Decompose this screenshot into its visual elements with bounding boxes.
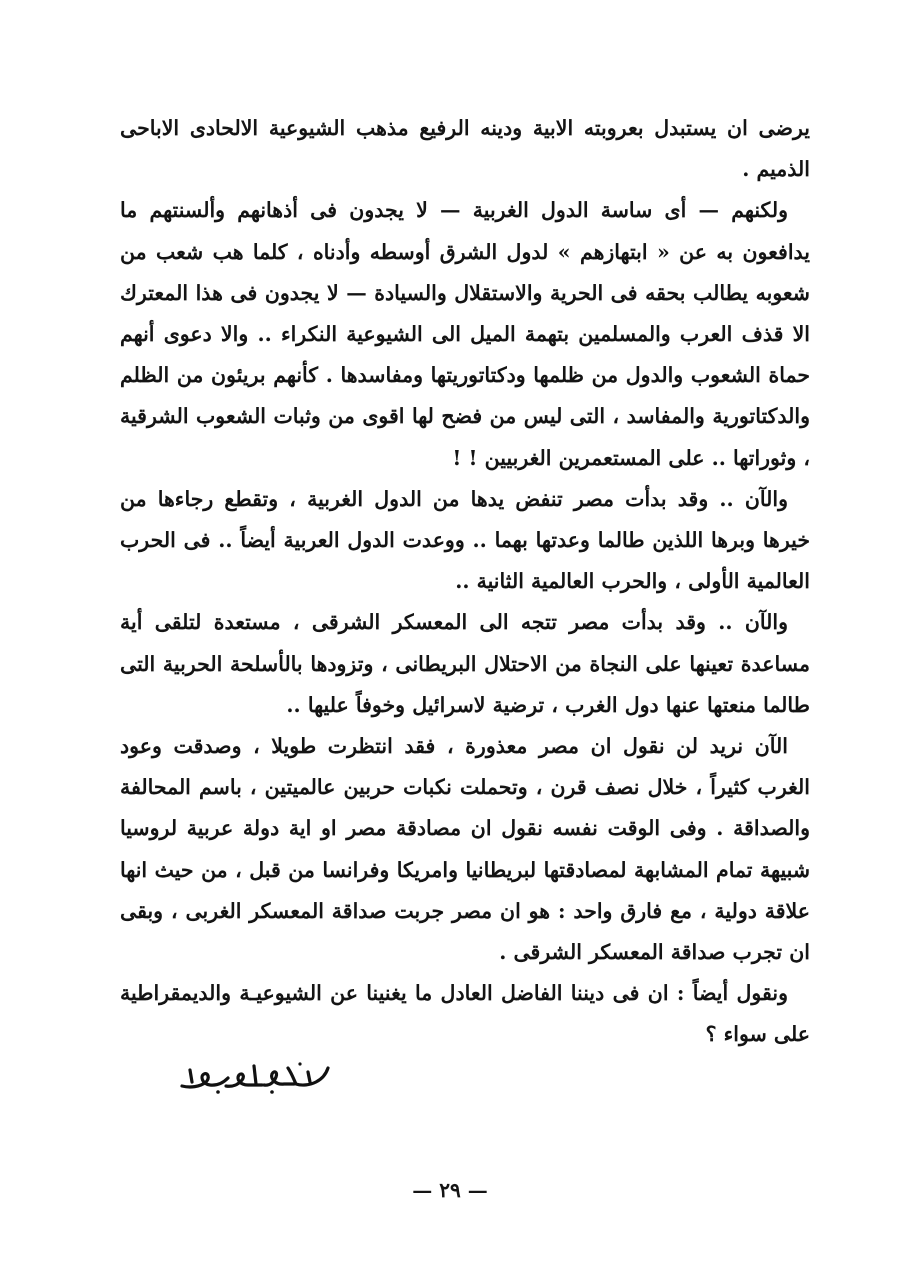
body-text <box>120 108 810 1056</box>
paragraph: ولكنهم — أى ساسة الدول الغربية — لا يجدون فى أذهانهم وألسنتهم ما يدافعون به عن « ابتهازهم » لدول الشرق أوسطه وأدناه ، كلما هب شعب من شعوبه يطالب بحقه فى الحرية والاستقلال والسيادة — لا يجدون فى هذا المعترك الا قذف العرب والمسلمين بتهمة الميل الى الشيوعية النكراء .. والا دعوى أنهم حماة الشعوب والدول من ظلمها ودكتاتوريتها ومفاسدها . كأنهم بريئون من الظلم والدكتاتورية والمفاسد ، التى ليس من فضح لها اقوى من وثبات الشعوب الشرقية ، وثوراتها .. على المستعمرين الغربيين ! ! <box>120 198 810 470</box>
signature-image <box>176 1052 336 1098</box>
paragraph: والآن .. وقد بدأت مصر تتجه الى المعسكر الشرقى ، مستعدة لتلقى أية مساعدة تعينها على النجاة من الاحتلال البريطانى ، وتزودها بالأسلحة الحربية التى طالما منعتها عنها دول الغرب ، ترضية لاسرائيل وخوفاً عليها .. <box>120 610 810 717</box>
paragraph: يرضى ان يستبدل بعروبته الابية ودينه الرفيع مذهب الشيوعية الالحادى الاباحى الذميم . <box>120 116 810 182</box>
paragraph: ونقول أيضاً : ان فى ديننا الفاضل العادل ما يغنينا عن الشيوعيـة والديمقراطية على سواء ؟ <box>120 981 810 1047</box>
page-number: — ٢٩ — <box>412 1178 488 1202</box>
author-signature <box>176 1052 336 1098</box>
paragraph: والآن .. وقد بدأت مصر تنفض يدها من الدول الغربية ، وتقطع رجاءها من خيرها وبرها اللذين طالما وعدتها بهما .. ووعدت الدول العربية أيضاً .. فى الحرب العالمية الأولى ، والحرب العالمية الثانية .. <box>120 486 810 594</box>
paragraph: الآن نريد لن نقول ان مصر معذورة ، فقد انتظرت طويلا ، وصدقت وعود الغرب كثيراً ، خلال نصف قرن ، وتحملت نكبات حربين عالميتين ، باسم المحالفة والصداقة . وفى الوقت نفسه نقول ان مصادقة مصر او اية دولة عربية لروسيا شبيهة تمام المشابهة لمصادقتها لبريطانيا وامريكا وفرانسا من قبل ، من حيث انها علاقة دولية ، مع فارق واحد : هو ان مصر جربت صداقة المعسكر الغربى ، وبقى ان تجرب صداقة المعسكر الشرقى . <box>120 734 810 965</box>
